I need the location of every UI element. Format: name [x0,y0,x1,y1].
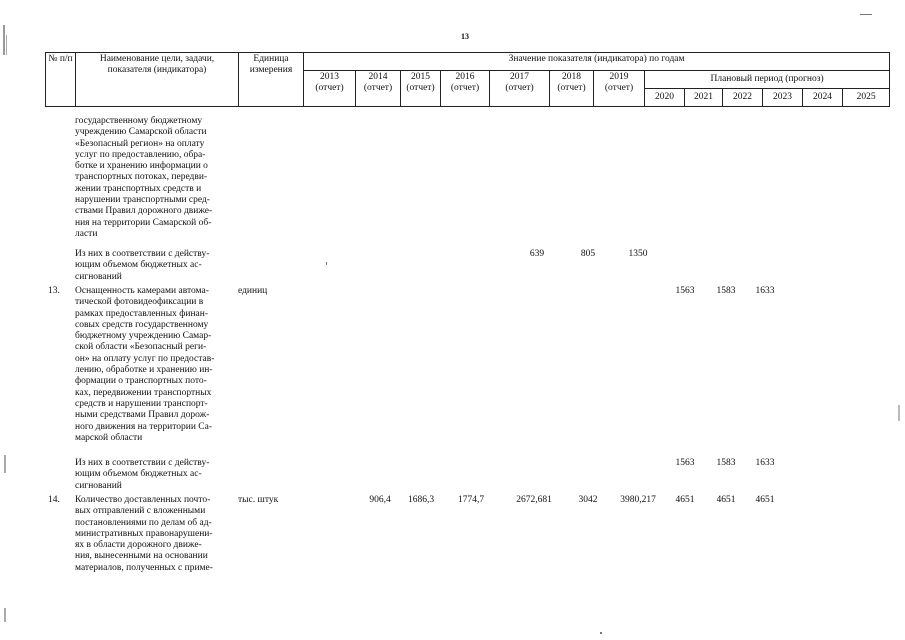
header-year-2024: 2024 [803,89,843,107]
row-4-value-2019: 3980,217 [620,495,656,505]
row-4-unit: тыс. штук [238,495,279,505]
header-year-2022: 2022 [723,89,763,107]
scan-mark [326,262,327,265]
row-2-description: Оснащенность камерами автома- тической фотовидеофиксации в рамках предоставленных финан- совых средств государственному бюджетному учреждению Самар- ской области «Безопасный реги- он» на оплату услуг по предостав- лению, обработке и хранению ин- формации о транспортных пото- ках, передвижении транспортных средств и нарушении транспорт- ными средствами Правил дорож- ного движения на территории Са- марской области [75,286,215,443]
header-year-2017: 2017 (отчет) [490,71,550,107]
header-year-2021: 2021 [685,89,723,107]
row-4-value-2016: 1774,7 [457,495,485,505]
row-2-value-2021: 1583 [716,286,736,296]
row-4-value-2017: 2672,681 [516,495,552,505]
row-4-value-2015: 1686,3 [407,495,435,505]
header-year-2015: 2015 (отчет) [401,71,441,107]
row-2-value-2020: 1563 [675,286,695,296]
header-year-2025: 2025 [843,89,890,107]
row-1-value-2017: 639 [529,249,545,259]
header-unit: Единица измерения [239,53,304,107]
row-4-description: Количество доставленных почто- вых отправлений с вложенными постановлениями по делам об ад- министративных правонарушени- ях в области дорожного движе- ния, вынесенными на основании материалов, полученных с приме- [75,495,213,573]
scan-mark [860,14,872,15]
row-4-value-2020: 4651 [675,495,695,505]
scan-mark [4,608,6,622]
row-2-value-2022: 1633 [755,286,775,296]
scan-mark [3,25,5,55]
row-2-unit: единиц [238,286,268,296]
header-year-2019: 2019 (отчет) [594,71,645,107]
scan-mark [4,455,6,473]
scan-mark [898,405,900,421]
table-header [45,52,890,107]
row-3-value-2020: 1563 [675,458,695,468]
header-year-2013: 2013 (отчет) [304,71,356,107]
header-year-2016: 2016 (отчет) [441,71,490,107]
header-num: № п/п [46,53,76,107]
header-year-2014: 2014 (отчет) [356,71,401,107]
row-4-value-2022: 4651 [755,495,775,505]
row-4-value-2014: 906,4 [369,495,391,505]
header-plan-period: Плановый период (прогноз) [645,71,890,89]
header-values: Значение показателя (индикатора) по годам [304,53,890,71]
header-year-2018: 2018 (отчет) [550,71,594,107]
row-4-number: 14. [48,495,60,505]
row-3-value-2022: 1633 [755,458,775,468]
header-name: Наименование цели, задачи, показателя (индикатора) [76,53,239,107]
row-1-value-2018: 805 [580,249,596,259]
page-number: 13 [461,32,469,41]
row-0-description: государственному бюджетному учреждению Самарской области «Безопасный регион» на оплату услуг по предоставлению, обра- ботке и хранению информации о транспортных потоках, передви- жении транспортных средств и нарушении транспортными сред- ствами Правил дорожного движе- ния на территории Самарской об- ласти [75,116,213,239]
row-3-description: Из них в соответствии с действу- ющим объемом бюджетных ас- сигнований [75,458,210,491]
row-1-value-2019: 1350 [628,249,648,259]
scan-mark [6,35,7,55]
header-year-2020: 2020 [645,89,685,107]
row-1-description: Из них в соответствии с действу- ющим объемом бюджетных ас- сигнований [75,249,210,282]
row-3-value-2021: 1583 [716,458,736,468]
row-4-value-2018: 3042 [578,495,598,505]
scan-mark [600,632,602,634]
row-4-value-2021: 4651 [716,495,736,505]
header-year-2023: 2023 [763,89,803,107]
row-2-number: 13. [48,286,60,296]
